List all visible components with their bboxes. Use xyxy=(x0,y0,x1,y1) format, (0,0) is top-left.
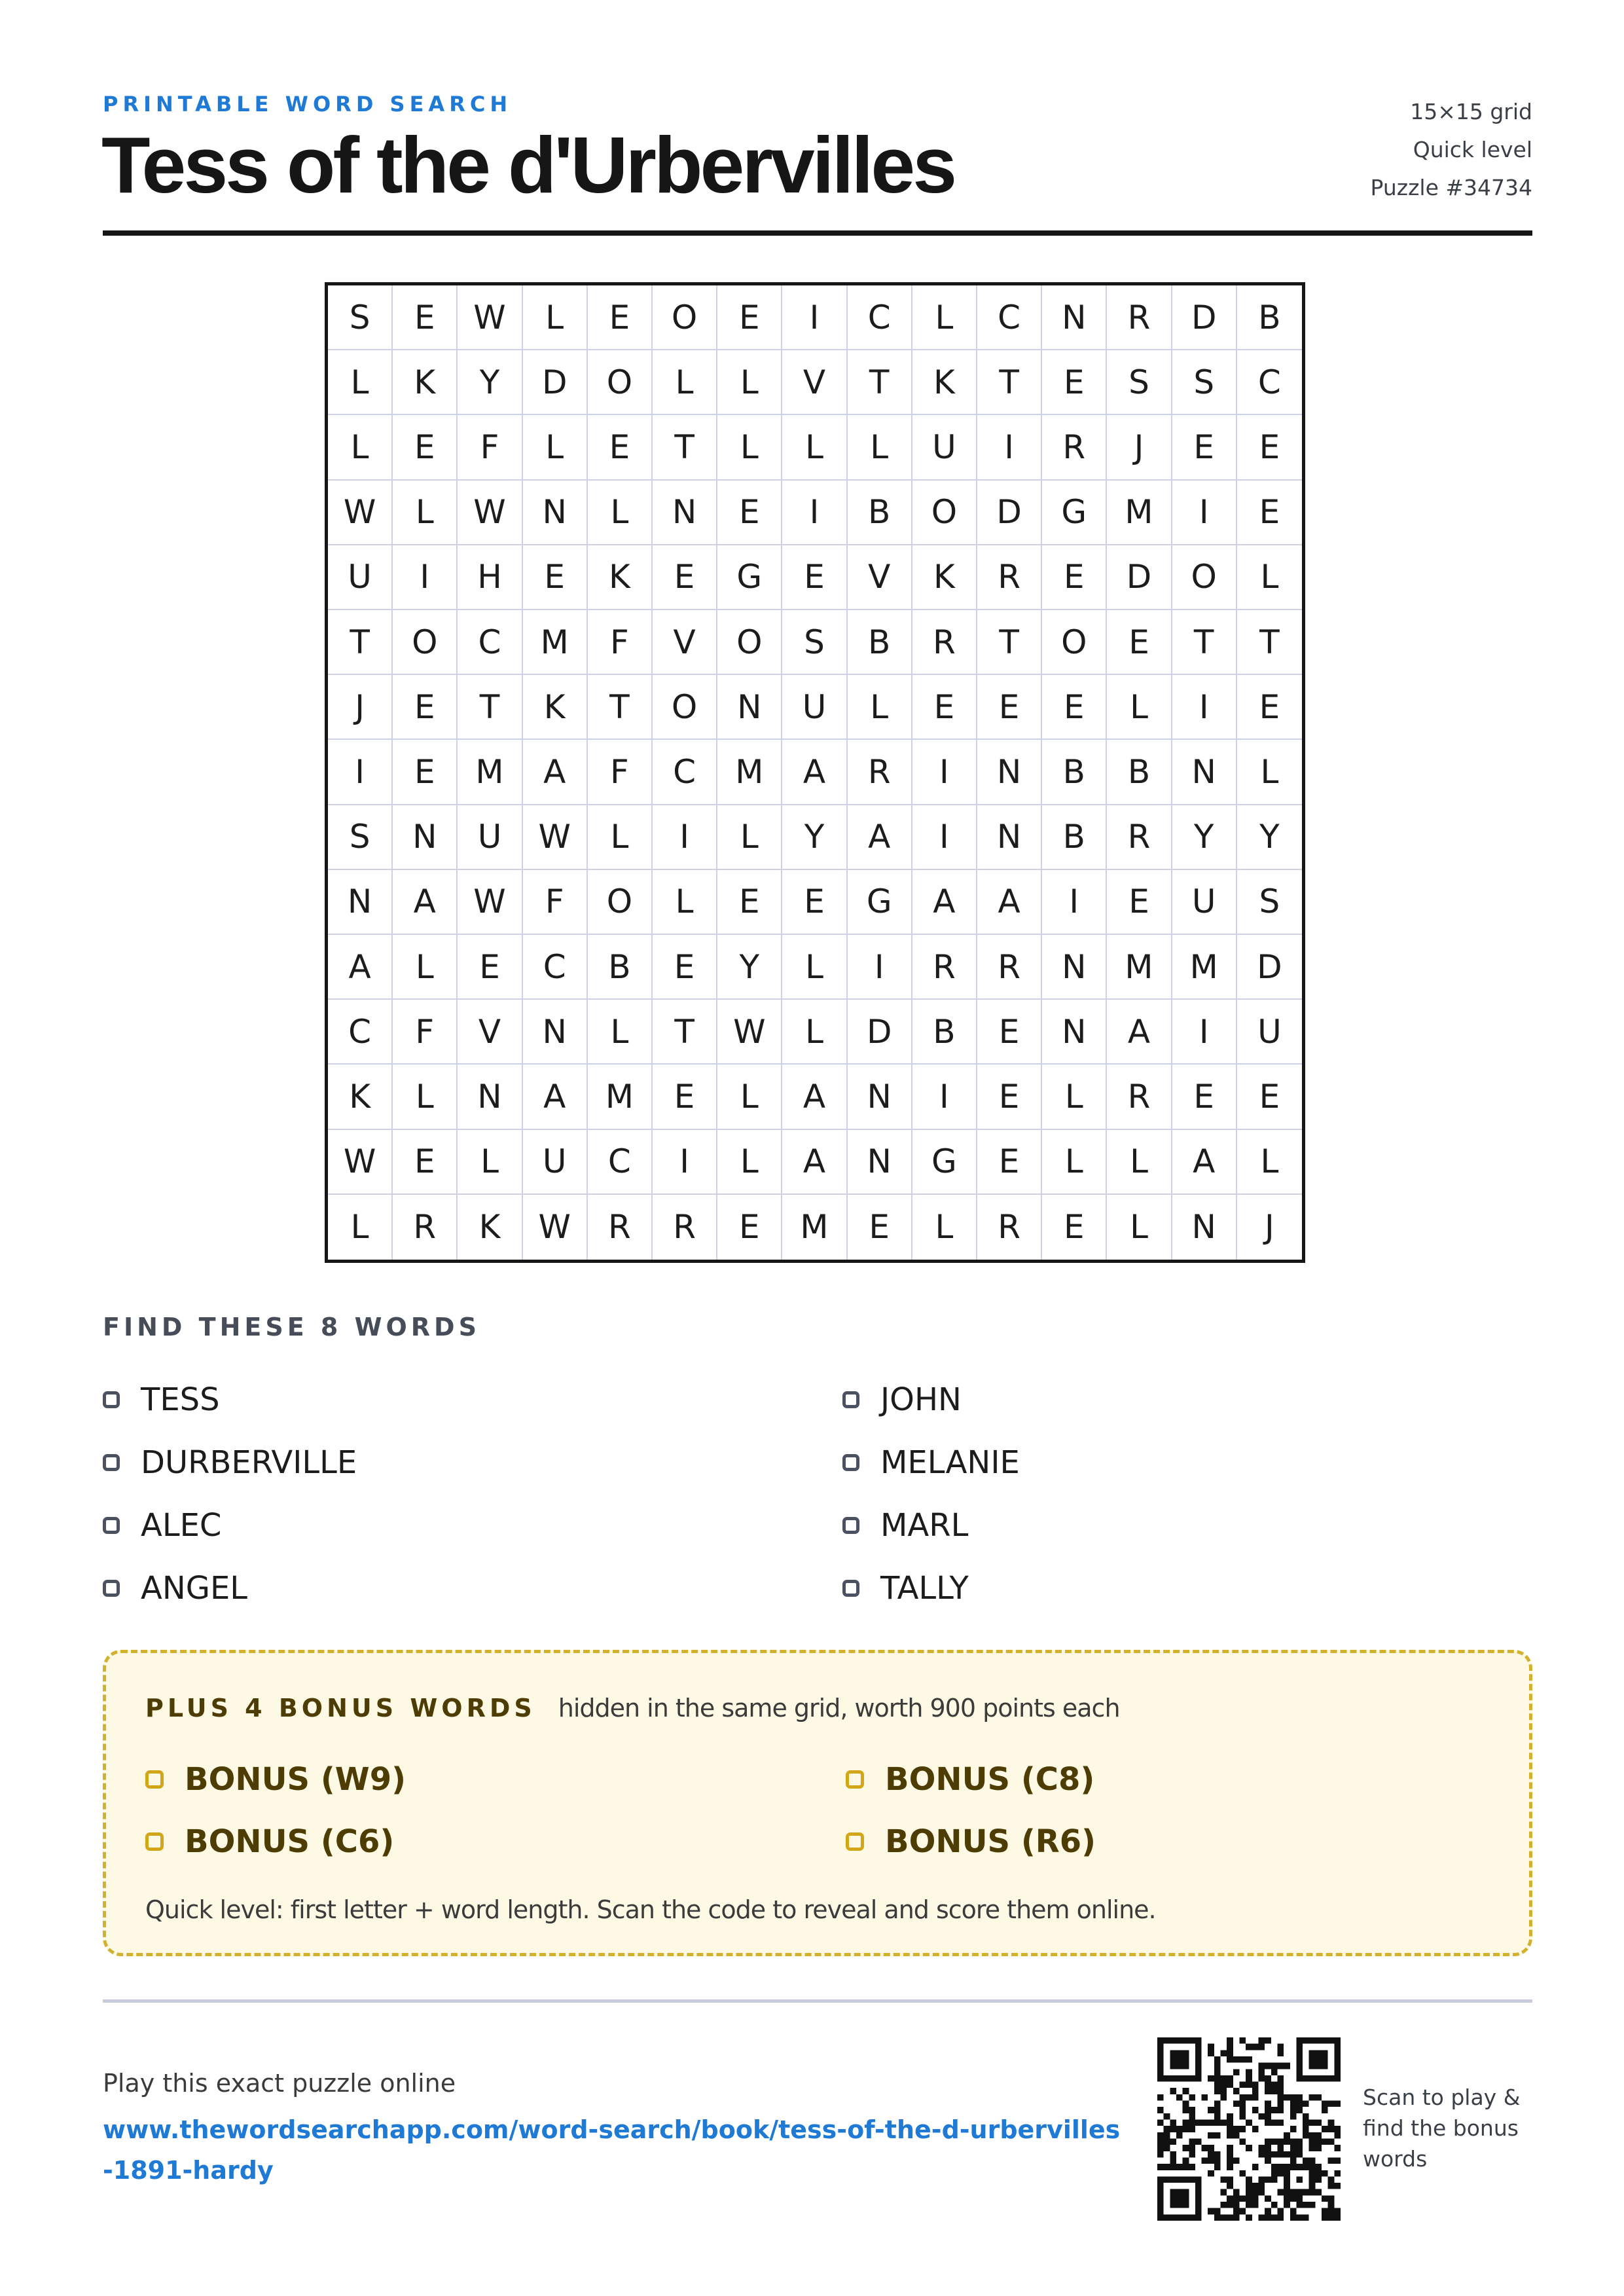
grid-cell[interactable]: S xyxy=(1172,350,1237,415)
grid-cell[interactable]: R xyxy=(977,1195,1042,1260)
difficulty-level: Quick level xyxy=(1413,137,1532,162)
grid-cell[interactable]: E xyxy=(717,481,782,545)
grid-cell[interactable]: B xyxy=(848,610,912,675)
grid-cell[interactable]: D xyxy=(1237,935,1302,1000)
grid-cell[interactable]: T xyxy=(458,675,522,740)
grid-cell[interactable]: R xyxy=(588,1195,653,1260)
grid-cell[interactable]: K xyxy=(912,545,977,610)
grid-cell[interactable]: W xyxy=(328,481,393,545)
grid-cell[interactable]: I xyxy=(653,805,717,870)
word-label: TALLY xyxy=(880,1570,969,1607)
grid-cell[interactable]: F xyxy=(523,870,588,935)
grid-cell[interactable]: I xyxy=(848,935,912,1000)
grid-cell[interactable]: E xyxy=(588,415,653,480)
grid-cell[interactable]: D xyxy=(1172,285,1237,350)
grid-cell[interactable]: E xyxy=(1042,545,1107,610)
grid-cell[interactable]: L xyxy=(393,481,458,545)
checkbox-icon[interactable] xyxy=(103,1517,120,1534)
grid-cell[interactable]: F xyxy=(588,740,653,805)
grid-cell[interactable]: F xyxy=(458,415,522,480)
word-label: TESS xyxy=(141,1381,220,1418)
puzzle-url-link[interactable]: www.thewordsearchapp.com/word-search/book/tess-of-the-d-urbervilles-1891-hardy xyxy=(103,2115,1121,2185)
grid-cell[interactable]: R xyxy=(912,610,977,675)
bonus-word-item[interactable] xyxy=(145,1810,846,1872)
grid-cell[interactable]: L xyxy=(912,285,977,350)
checkbox-icon[interactable] xyxy=(145,1770,164,1789)
grid-cell[interactable]: E xyxy=(977,1000,1042,1065)
grid-cell[interactable]: S xyxy=(328,805,393,870)
checkbox-icon[interactable] xyxy=(842,1454,859,1471)
bonus-note: Quick level: first letter + word length. Scan the code to reveal and score them online. xyxy=(145,1895,1156,1924)
word-list xyxy=(103,1368,1020,1620)
grid-cell[interactable]: R xyxy=(1107,805,1172,870)
grid-cell[interactable]: E xyxy=(1172,1065,1237,1129)
word-label: MARL xyxy=(880,1507,969,1544)
grid-cell[interactable]: E xyxy=(1042,675,1107,740)
grid-cell[interactable]: B xyxy=(588,935,653,1000)
grid-cell[interactable]: R xyxy=(912,935,977,1000)
bonus-heading: PLUS 4 BONUS WORDS xyxy=(145,1694,536,1722)
grid-cell[interactable]: B xyxy=(1107,740,1172,805)
grid-cell[interactable]: K xyxy=(328,1065,393,1129)
puzzle-meta xyxy=(1371,93,1532,207)
grid-cell[interactable]: T xyxy=(588,675,653,740)
grid-cell[interactable]: R xyxy=(1042,415,1107,480)
grid-cell[interactable]: E xyxy=(977,1130,1042,1195)
grid-cell[interactable]: I xyxy=(912,1065,977,1129)
letter-grid[interactable] xyxy=(325,282,1305,1263)
grid-cell[interactable]: I xyxy=(1172,1000,1237,1065)
header-divider xyxy=(103,230,1532,236)
grid-cell[interactable]: L xyxy=(328,350,393,415)
word-list-item[interactable] xyxy=(842,1494,1497,1557)
grid-cell[interactable]: N xyxy=(977,805,1042,870)
grid-cell[interactable]: E xyxy=(1107,610,1172,675)
grid-cell[interactable]: U xyxy=(1172,870,1237,935)
grid-cell[interactable]: E xyxy=(1042,350,1107,415)
grid-cell[interactable]: S xyxy=(1107,350,1172,415)
word-label: DURBERVILLE xyxy=(141,1444,357,1481)
grid-cell[interactable]: J xyxy=(1107,415,1172,480)
grid-cell[interactable]: T xyxy=(328,610,393,675)
grid-cell[interactable]: T xyxy=(848,350,912,415)
grid-cell[interactable]: L xyxy=(782,1000,847,1065)
grid-cell[interactable]: W xyxy=(458,285,522,350)
checkbox-icon[interactable] xyxy=(846,1770,864,1789)
grid-cell[interactable]: I xyxy=(1172,675,1237,740)
grid-cell[interactable]: V xyxy=(458,1000,522,1065)
grid-cell[interactable]: N xyxy=(977,740,1042,805)
eyebrow-label: PRINTABLE WORD SEARCH xyxy=(103,92,513,117)
grid-cell[interactable]: N xyxy=(1042,285,1107,350)
grid-cell[interactable]: L xyxy=(717,415,782,480)
grid-cell[interactable]: L xyxy=(393,1065,458,1129)
grid-cell[interactable]: L xyxy=(717,350,782,415)
grid-cell[interactable]: E xyxy=(1237,481,1302,545)
grid-cell[interactable]: E xyxy=(717,285,782,350)
grid-cell[interactable]: F xyxy=(588,610,653,675)
grid-cell[interactable]: E xyxy=(653,935,717,1000)
grid-cell[interactable]: I xyxy=(1172,481,1237,545)
grid-cell[interactable]: T xyxy=(1237,610,1302,675)
grid-cell[interactable]: T xyxy=(977,350,1042,415)
grid-cell[interactable]: K xyxy=(588,545,653,610)
grid-cell[interactable]: C xyxy=(653,740,717,805)
grid-cell[interactable]: G xyxy=(717,545,782,610)
grid-cell[interactable]: M xyxy=(1172,935,1237,1000)
bonus-word-item[interactable] xyxy=(846,1748,1435,1810)
grid-cell[interactable]: E xyxy=(717,870,782,935)
grid-cell[interactable]: O xyxy=(717,610,782,675)
grid-cell[interactable]: C xyxy=(848,285,912,350)
checkbox-icon[interactable] xyxy=(846,1832,864,1851)
grid-cell[interactable]: L xyxy=(848,415,912,480)
grid-cell[interactable]: E xyxy=(393,740,458,805)
grid-cell[interactable]: N xyxy=(1042,935,1107,1000)
grid-cell[interactable]: N xyxy=(393,805,458,870)
grid-cell[interactable]: E xyxy=(1237,1065,1302,1129)
grid-cell[interactable]: R xyxy=(848,740,912,805)
grid-cell[interactable]: O xyxy=(653,675,717,740)
grid-cell[interactable]: Y xyxy=(717,935,782,1000)
grid-cell[interactable]: I xyxy=(782,285,847,350)
grid-cell[interactable]: R xyxy=(1107,285,1172,350)
grid-cell[interactable]: A xyxy=(523,1065,588,1129)
word-list-item[interactable] xyxy=(103,1494,842,1557)
grid-cell[interactable]: L xyxy=(458,1130,522,1195)
grid-cell[interactable]: A xyxy=(328,935,393,1000)
grid-cell[interactable]: M xyxy=(588,1065,653,1129)
grid-cell[interactable]: A xyxy=(1107,1000,1172,1065)
grid-cell[interactable]: U xyxy=(1237,1000,1302,1065)
grid-cell[interactable]: E xyxy=(717,1195,782,1260)
grid-cell[interactable]: I xyxy=(393,545,458,610)
word-list-item[interactable] xyxy=(103,1431,842,1494)
grid-cell[interactable]: E xyxy=(588,285,653,350)
grid-cell[interactable]: I xyxy=(782,481,847,545)
grid-cell[interactable]: I xyxy=(653,1130,717,1195)
grid-cell[interactable]: B xyxy=(1042,740,1107,805)
grid-cell[interactable]: N xyxy=(1042,1000,1107,1065)
grid-cell[interactable]: E xyxy=(1107,870,1172,935)
grid-cell[interactable]: F xyxy=(393,1000,458,1065)
grid-cell[interactable]: L xyxy=(588,805,653,870)
grid-cell[interactable]: A xyxy=(977,870,1042,935)
grid-cell[interactable]: K xyxy=(393,350,458,415)
grid-cell[interactable]: A xyxy=(848,805,912,870)
grid-cell[interactable]: M xyxy=(1107,481,1172,545)
grid-cell[interactable]: T xyxy=(1172,610,1237,675)
grid-cell[interactable]: I xyxy=(328,740,393,805)
grid-cell[interactable]: L xyxy=(523,415,588,480)
grid-cell[interactable]: N xyxy=(1172,740,1237,805)
grid-cell[interactable]: L xyxy=(588,481,653,545)
bonus-word-label: BONUS (C6) xyxy=(185,1823,395,1860)
grid-cell[interactable]: C xyxy=(977,285,1042,350)
grid-cell[interactable]: O xyxy=(653,285,717,350)
word-list-item[interactable] xyxy=(103,1557,842,1620)
puzzle-number: Puzzle #34734 xyxy=(1370,175,1532,200)
grid-cell[interactable]: W xyxy=(458,870,522,935)
grid-cell[interactable]: L xyxy=(653,870,717,935)
grid-cell[interactable]: K xyxy=(523,675,588,740)
grid-cell[interactable]: A xyxy=(912,870,977,935)
checkbox-icon[interactable] xyxy=(103,1580,120,1597)
checkbox-icon[interactable] xyxy=(842,1580,859,1597)
grid-cell[interactable]: N xyxy=(523,1000,588,1065)
grid-cell[interactable]: L xyxy=(588,1000,653,1065)
grid-cell[interactable]: I xyxy=(912,805,977,870)
grid-cell[interactable]: N xyxy=(523,481,588,545)
grid-cell[interactable]: E xyxy=(1237,675,1302,740)
word-list-item[interactable] xyxy=(103,1368,842,1431)
bonus-word-item[interactable] xyxy=(145,1748,846,1810)
grid-cell[interactable]: E xyxy=(977,1065,1042,1129)
grid-cell[interactable]: L xyxy=(523,285,588,350)
grid-cell[interactable]: W xyxy=(523,805,588,870)
word-label: ALEC xyxy=(141,1507,222,1544)
grid-cell[interactable]: W xyxy=(523,1195,588,1260)
grid-cell[interactable]: R xyxy=(977,935,1042,1000)
grid-cell[interactable]: I xyxy=(1042,870,1107,935)
grid-cell[interactable]: L xyxy=(782,935,847,1000)
grid-cell[interactable]: N xyxy=(717,675,782,740)
grid-cell[interactable]: E xyxy=(1172,415,1237,480)
grid-cell[interactable]: U xyxy=(328,545,393,610)
grid-cell[interactable]: E xyxy=(653,545,717,610)
grid-cell[interactable]: E xyxy=(458,935,522,1000)
puzzle-title: Tess of the d'Urbervilles xyxy=(101,120,955,210)
grid-cell[interactable]: L xyxy=(1107,1130,1172,1195)
checkbox-icon[interactable] xyxy=(842,1517,859,1534)
grid-cell[interactable]: G xyxy=(1042,481,1107,545)
grid-cell[interactable]: R xyxy=(977,545,1042,610)
bonus-word-label: BONUS (R6) xyxy=(885,1823,1096,1860)
checkbox-icon[interactable] xyxy=(103,1391,120,1408)
grid-cell[interactable]: L xyxy=(1237,1130,1302,1195)
grid-cell[interactable]: M xyxy=(458,740,522,805)
grid-cell[interactable]: N xyxy=(328,870,393,935)
grid-cell[interactable]: C xyxy=(458,610,522,675)
grid-cell[interactable]: T xyxy=(653,1000,717,1065)
grid-cell[interactable]: T xyxy=(977,610,1042,675)
grid-cell[interactable]: D xyxy=(523,350,588,415)
grid-cell[interactable]: R xyxy=(1107,1065,1172,1129)
grid-cell[interactable]: W xyxy=(328,1130,393,1195)
grid-cell[interactable]: L xyxy=(782,415,847,480)
grid-cell[interactable]: N xyxy=(848,1065,912,1129)
grid-cell[interactable]: E xyxy=(393,1130,458,1195)
checkbox-icon[interactable] xyxy=(103,1454,120,1471)
grid-cell[interactable]: L xyxy=(912,1195,977,1260)
grid-cell[interactable]: O xyxy=(1172,545,1237,610)
grid-cell[interactable]: O xyxy=(393,610,458,675)
grid-cell[interactable]: B xyxy=(1237,285,1302,350)
word-list-item[interactable] xyxy=(842,1368,1497,1431)
word-list-item[interactable] xyxy=(842,1557,1497,1620)
checkbox-icon[interactable] xyxy=(842,1391,859,1408)
grid-cell[interactable]: E xyxy=(523,545,588,610)
qr-code-icon[interactable] xyxy=(1157,2037,1341,2221)
grid-cell[interactable]: G xyxy=(848,870,912,935)
grid-cell[interactable]: A xyxy=(393,870,458,935)
grid-cell[interactable]: I xyxy=(912,740,977,805)
qr-caption: Scan to play & find the bonus words xyxy=(1363,2085,1521,2172)
word-label: MELANIE xyxy=(880,1444,1020,1481)
grid-cell[interactable]: D xyxy=(977,481,1042,545)
grid-cell[interactable]: Y xyxy=(1172,805,1237,870)
bonus-word-label: BONUS (W9) xyxy=(185,1760,406,1798)
word-list-heading: FIND THESE 8 WORDS xyxy=(103,1313,480,1341)
grid-cell[interactable]: U xyxy=(912,415,977,480)
checkbox-icon[interactable] xyxy=(145,1832,164,1851)
footer-divider xyxy=(103,1999,1532,2003)
grid-cell[interactable]: V xyxy=(848,545,912,610)
bonus-word-label: BONUS (C8) xyxy=(885,1760,1095,1798)
grid-cell[interactable]: L xyxy=(717,805,782,870)
grid-cell[interactable]: S xyxy=(782,610,847,675)
grid-cell[interactable]: W xyxy=(717,1000,782,1065)
grid-cell[interactable]: N xyxy=(653,481,717,545)
grid-cell[interactable]: J xyxy=(1265,1208,1274,1247)
grid-cell[interactable]: E xyxy=(393,675,458,740)
grid-cell[interactable]: I xyxy=(977,415,1042,480)
grid-cell[interactable]: K xyxy=(458,1195,522,1260)
grid-cell[interactable]: A xyxy=(523,740,588,805)
grid-cell[interactable]: S xyxy=(328,285,393,350)
grid-cell[interactable]: U xyxy=(523,1130,588,1195)
grid-cell[interactable]: L xyxy=(1237,545,1302,610)
grid-cell[interactable]: M xyxy=(782,1195,847,1260)
grid-cell[interactable]: J xyxy=(328,675,393,740)
grid-cell[interactable]: L xyxy=(717,1065,782,1129)
grid-cell[interactable]: E xyxy=(782,870,847,935)
grid-cell[interactable]: O xyxy=(588,870,653,935)
grid-cell[interactable]: A xyxy=(782,1065,847,1129)
grid-cell[interactable]: Y xyxy=(1237,805,1302,870)
grid-cell[interactable]: O xyxy=(912,481,977,545)
grid-cell[interactable]: Y xyxy=(458,350,522,415)
grid-cell[interactable]: E xyxy=(912,675,977,740)
grid-cell[interactable]: B xyxy=(912,1000,977,1065)
grid-cell[interactable]: L xyxy=(1042,1065,1107,1129)
grid-cell[interactable]: S xyxy=(1237,870,1302,935)
grid-cell[interactable]: G xyxy=(912,1130,977,1195)
grid-cell[interactable]: E xyxy=(1042,1195,1107,1260)
grid-cell[interactable]: A xyxy=(1172,1130,1237,1195)
play-online-label: Play this exact puzzle online xyxy=(103,2069,456,2098)
bonus-word-list xyxy=(145,1748,1435,1872)
grid-cell[interactable]: M xyxy=(523,610,588,675)
grid-cell[interactable]: L xyxy=(1107,1195,1172,1260)
grid-cell[interactable]: E xyxy=(393,415,458,480)
grid-cell[interactable]: L xyxy=(393,935,458,1000)
grid-cell[interactable]: L xyxy=(328,415,393,480)
grid-cell[interactable]: L xyxy=(717,1130,782,1195)
grid-cell[interactable]: L xyxy=(653,350,717,415)
grid-cell[interactable]: E xyxy=(782,545,847,610)
grid-cell[interactable]: N xyxy=(1172,1195,1237,1260)
grid-cell[interactable]: N xyxy=(848,1130,912,1195)
grid-cell[interactable]: C xyxy=(328,1000,393,1065)
grid-cell[interactable]: T xyxy=(653,415,717,480)
grid-cell[interactable]: L xyxy=(1042,1130,1107,1195)
grid-cell[interactable]: D xyxy=(848,1000,912,1065)
grid-cell[interactable]: V xyxy=(782,350,847,415)
grid-cell[interactable]: N xyxy=(458,1065,522,1129)
word-label: ANGEL xyxy=(141,1570,248,1607)
grid-cell[interactable]: W xyxy=(458,481,522,545)
grid-cell[interactable]: U xyxy=(782,675,847,740)
grid-cell[interactable]: Y xyxy=(782,805,847,870)
grid-cell[interactable]: E xyxy=(848,1195,912,1260)
grid-cell[interactable]: E xyxy=(977,675,1042,740)
bonus-panel xyxy=(103,1650,1532,1956)
grid-cell[interactable]: A xyxy=(782,740,847,805)
grid-cell[interactable]: L xyxy=(328,1195,393,1260)
grid-cell[interactable]: E xyxy=(1237,415,1302,480)
grid-cell[interactable]: U xyxy=(458,805,522,870)
grid-cell[interactable]: C xyxy=(1237,350,1302,415)
bonus-word-item[interactable] xyxy=(846,1810,1435,1872)
grid-cell[interactable]: M xyxy=(717,740,782,805)
word-list-item[interactable] xyxy=(842,1431,1497,1494)
grid-cell[interactable]: R xyxy=(653,1195,717,1260)
grid-cell[interactable]: A xyxy=(782,1130,847,1195)
word-label: JOHN xyxy=(880,1381,962,1418)
grid-size: 15×15 grid xyxy=(1410,99,1532,124)
grid-cell[interactable]: K xyxy=(912,350,977,415)
grid-cell[interactable]: E xyxy=(653,1065,717,1129)
grid-cell[interactable]: O xyxy=(1042,610,1107,675)
grid-cell[interactable]: R xyxy=(393,1195,458,1260)
grid-cell[interactable]: O xyxy=(588,350,653,415)
grid-cell[interactable]: H xyxy=(458,545,522,610)
grid-cell[interactable]: C xyxy=(523,935,588,1000)
grid-cell[interactable]: B xyxy=(1042,805,1107,870)
grid-cell[interactable]: B xyxy=(848,481,912,545)
grid-cell[interactable]: L xyxy=(848,675,912,740)
grid-cell[interactable]: C xyxy=(588,1130,653,1195)
grid-cell[interactable]: L xyxy=(1107,675,1172,740)
grid-cell[interactable]: V xyxy=(653,610,717,675)
grid-cell[interactable]: M xyxy=(1107,935,1172,1000)
grid-cell[interactable]: E xyxy=(393,285,458,350)
grid-cell[interactable]: D xyxy=(1107,545,1172,610)
grid-cell[interactable]: L xyxy=(1237,740,1302,805)
bonus-subheading: hidden in the same grid, worth 900 points each xyxy=(558,1694,1120,1722)
